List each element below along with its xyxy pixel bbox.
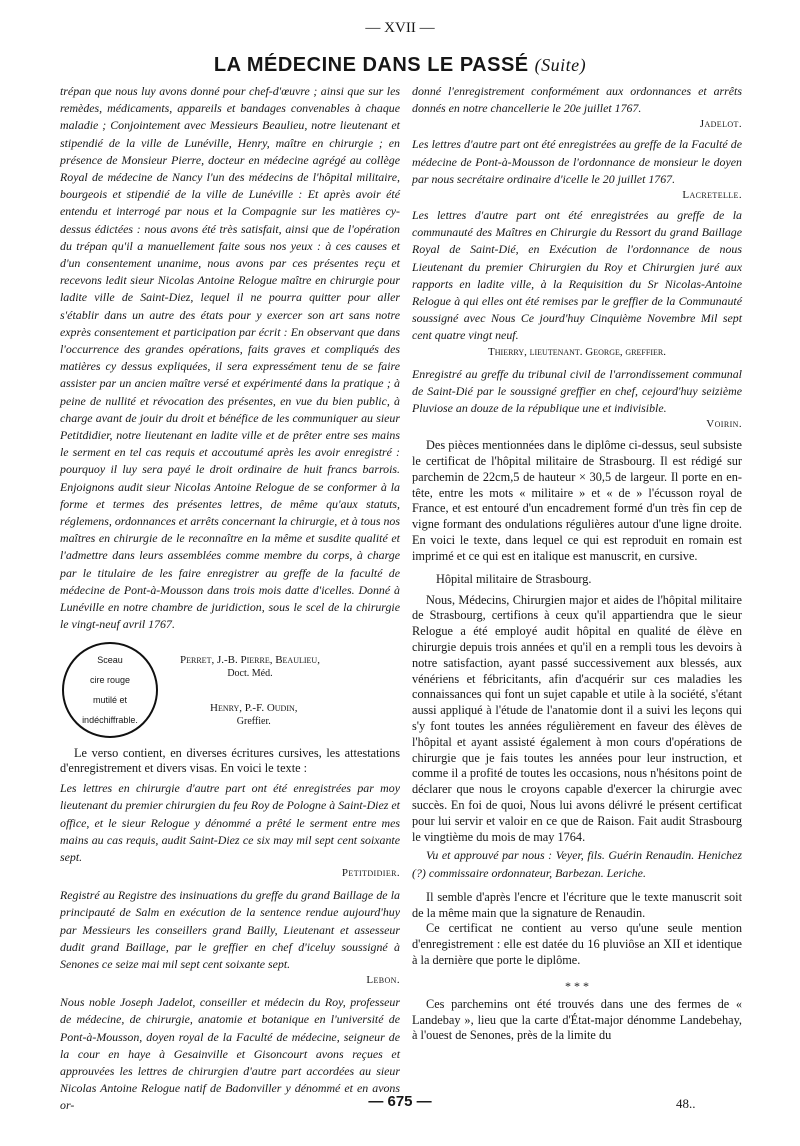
section-page-number: — XVII — [365, 20, 435, 36]
signature-lacretelle: Lacretelle. [682, 189, 742, 202]
signature-jadelot: Jadelot. [699, 118, 742, 131]
title-text: LA MÉDECINE DANS LE PASSÉ [213, 54, 529, 76]
page-title [0, 54, 800, 77]
registration-salm: Registré au Registre des insinuations du greffe du grand Baillage de la principauté de Salm en exécution de la sentence rendue aujourd'huy par Messieurs les conseillers grand Bailly, Lieutenant et assesseur dudit grand Baillage, par le greffier en chef d'iceluy soussigné à Senones ce seize mai mil sept cent soixante sept. [60, 888, 400, 971]
footer-mark: 48.. [676, 1096, 696, 1111]
title-suffix: (Suite) [534, 55, 587, 75]
registration-petitdidier: Les lettres en chirurgie d'autre part ont été enregistrées par moy lieutenant du premier chirurgien du feu Roy de Pologne à Saint-Diez et office, et le sieur Relogue y dénommé a prêté le serment entre mes mains au cas requis, audit Saint-Diez ce six may mil sept cent soixante sept. [60, 781, 400, 864]
certificate-description: Des pièces mentionnées dans le diplôme ci-dessus, seul subsiste le certificat de l'hôpital militaire de Strasbourg. Il est rédigé sur parchemin de 22cm,5 de hauteur × 30,5 de largeur. Il porte en en-tête, entre les mots « militaire » et « de » l'écusson royal de France, et est entouré d'un encadrement formé d'un très fin cep de vigne formant des ondulations régulières autour d'une ligne droite. En voici le texte, dans lequel ce qui est reproduit en romain est imprimé et ce qui est en italique est manuscrit, en cursive. [412, 438, 742, 563]
seal-stamp [62, 642, 158, 738]
signature-voirin: Voirin. [706, 418, 742, 431]
jadelot-continued: donné l'enregistrement conformément aux ordonnances et arrêts donnés en notre chancellerie le 20e juillet 1767. [412, 84, 742, 116]
verso-intro: Le verso contient, en diverses écritures cursives, les attestations d'enregistrement et divers visas. En voici le texte : [60, 745, 400, 776]
registration-jadelot: Nous noble Joseph Jadelot, conseiller et médecin du Roy, professeur de médecine, de chirurgie, anatomie et botanique en l'université de Pont-à-Mousson, doyen royal de la Faculté de médecine, seigneur de la cour en haye à Gesainville et Gisoncourt avons reçues et approuvées les lettres de chirurgien d'autre part accordées au sieur Nicolas Antoine Relogue natif de Badonviller y dénommé et en avons or- [60, 995, 400, 1113]
section-separator: * * * [565, 978, 589, 993]
handwriting-remark: Il semble d'après l'encre et l'écriture que le texte manuscrit soit de la même main que la signature de Renaudin. [412, 889, 742, 920]
certificate-approval: Vu et approuvé par nous : Veyer, fils. Guérin Renaudin. Henichez (?) commissaire ordonnateur, Barbezan. Leriche. [412, 848, 742, 880]
registration-tribunal: Enregistré au greffe du tribunal civil de l'arrondissement communal de Saint-Dié par le soussigné greffier en chef, cejourd'huy seizième Pluviose an douze de la république une et indivisible. [412, 366, 742, 416]
seal-and-signatures [60, 642, 400, 742]
signature-names: Perret, J.-B. Pierre, Beaulieu, [180, 653, 320, 666]
registration-lacretelle: Les lettres d'autre part ont été enregistrées au greffe de la Faculté de médecine de Pont-à-Mousson de l'ordonnance de monsieur le doyen par nous secrétaire ordinaire d'icelle le 20 juillet 1767. [412, 137, 742, 186]
diploma-text: trépan que nous luy avons donné pour chef-d'œuvre ; ainsi que sur les remèdes, médicaments, appareils et bandages convenables à chaque maladie ; Conjointement avec Messieurs Beaulieu, notre lieutenant et stipendié de la ville de Lunéville, Henry, maître en chirurgie ; en présence de Monsieur Pierre, docteur en médecine agrégé au collège Royal de médecine de Nancy l'un des médecins de l'hôpital militaire, bourgeois et stipendié de la ville de Lunéville : Et après avoir été entendu et interrogé par nous et la Compagnie sur les matières cy-dessus édictées : nous avons été très satisfait, ainsi que de l'opération du trépan qu'il a manuellement faite sous nos yeux : à ces causes et d'un consentement unanime, nous avons par ces présentes reçu et recevons ledit sieur Nicolas Antoine Relogue maître en chirurgie pour ladite ville de Saint-Diez, lequel il ne pourra quitter pour aller s'établir dans un autre des états pour y exercer son art sans notre exprès consentement et participation par écrit : En observant que dans l'occurrence des grandes opérations, faits graves et compliqués des matières cy dessus expliquées, il sera expressément tenu de se faire assister par un ancien maître versé et expérimenté dans la pratique ; à peine de nullité et révocation des présentes, en vue du bien public, à charge avant de jouir du droit et bénéfice de les communiquer au sieur Petitdidier, notre lieutenant en ladite ville et de prêter entre ses mains le serment en tel cas requis et accoutumé après les avoir enregistré : pourquoy il luy sera payé le droit ordinaire de huit francs barrois. Enjoignons audit sieur Nicolas Antoine Relogue de se conformer à la forme et termes des présentes lettres, de même qu'aux statuts, réglemens, ordonnances et arrêts concernant la chirurgie, et à tous nos maîtres en chirurgie de le reconnaître en la même et susdite qualité et l'admettre dans leurs assemblées comme membre du corps, à charge par le titulaire de les faire enregistrer au greffe de la faculté de médecine de Pont-à-Mousson dans trois mois datte d'icelles. Donné à Lunéville en notre chambre de juridiction, sous le scel de la chirurgie le vingt-neuf avril 1767. [60, 84, 400, 632]
signature-block-2 [210, 702, 298, 728]
signature-lebon: Lebon. [366, 974, 400, 987]
registration-saint-die: Les lettres d'autre part ont été enregistrées au greffe de la communauté des Maîtres en Chirurgie du Ressort du grand Baillage Royal de Saint-Dié, en Exécution de l'ordonnance de nous Lieutenant du premier Chirurgien du Roy et Chirurgien juré aux rapports en ladite ville, à la Requisition du Sr Nicolas-Antoine Relogue à qui elles ont été remises par le greffier de la Communauté soussigné avec Nous Ce jourd'huy Cinquième Novembre Mil sept cent quatre vingt neuf. [412, 208, 742, 343]
signature-thierry-george: Thierry, lieutenant. George, greffier. [488, 345, 666, 358]
page-number: — 675 — [368, 1093, 432, 1110]
signature-petitdidier: Petitdidier. [341, 867, 400, 880]
certificate-text: Nous, Médecins, Chirurgien major et aides de l'hôpital militaire de Strasbourg, certifions à ceux qu'il appartiendra que le sieur Relogue a été employé audit hôpital en qualité de élève en chirurgie depuis trois années et qu'il en a rempli tous les devoirs à notre satisfaction, ayant passé successivement aux blessés, aux vénériens et fébricitants, afin d'acquérir sur ces maladies les connaissances qui font un sujet capable et utile à la société, s'étant aussi appliqué à l'étude de l'anatomie dont il a suivi les leçons qui s'y font toutes les années régulièrement en faveur des élèves de l'hôpital et ayant assisté également à mon cours d'opérations de chirurgie que je fais toutes les années pour leur instruction, et comme il a profité de toutes les occasions, nous n'hésitons point de déclarer que nous le croyons capable d'exercer la chirurgie avec succès. En foi de quoi, Nous lui avons délivré le présent certificat pour lui servir et valoir en ce que de Raison. Fait audit Strasbourg le vingtième du mois de may 1764. [412, 592, 742, 844]
signature-role: Doct. Méd. [227, 667, 273, 679]
left-column [60, 83, 400, 1115]
signature-block-1 [180, 654, 320, 680]
right-column [412, 83, 742, 1044]
verso-remark: Ce certificat ne contient au verso qu'une seule mention d'enregistrement : elle est datée du 16 pluviôse an XII et identique à la dernière que porte le diplôme. [412, 921, 742, 967]
seal-line: mutilé et [92, 694, 127, 705]
seal-line: cire rouge [89, 674, 131, 685]
discovery-paragraph: Ces parchemins ont été trouvés dans une des fermes de « Landebay », lieu que la carte d'État-major dénomme Landebehay, à l'ouest de Senones, près de la limite du [412, 996, 742, 1043]
seal-line: Sceau [97, 654, 123, 665]
certificate-heading: Hôpital militaire de Strasbourg. [436, 571, 592, 586]
signature-role: Greffier. [236, 715, 271, 727]
seal-line: indéchiffrable. [82, 714, 138, 725]
signature-names: Henry, P.-F. Oudin, [210, 701, 298, 714]
